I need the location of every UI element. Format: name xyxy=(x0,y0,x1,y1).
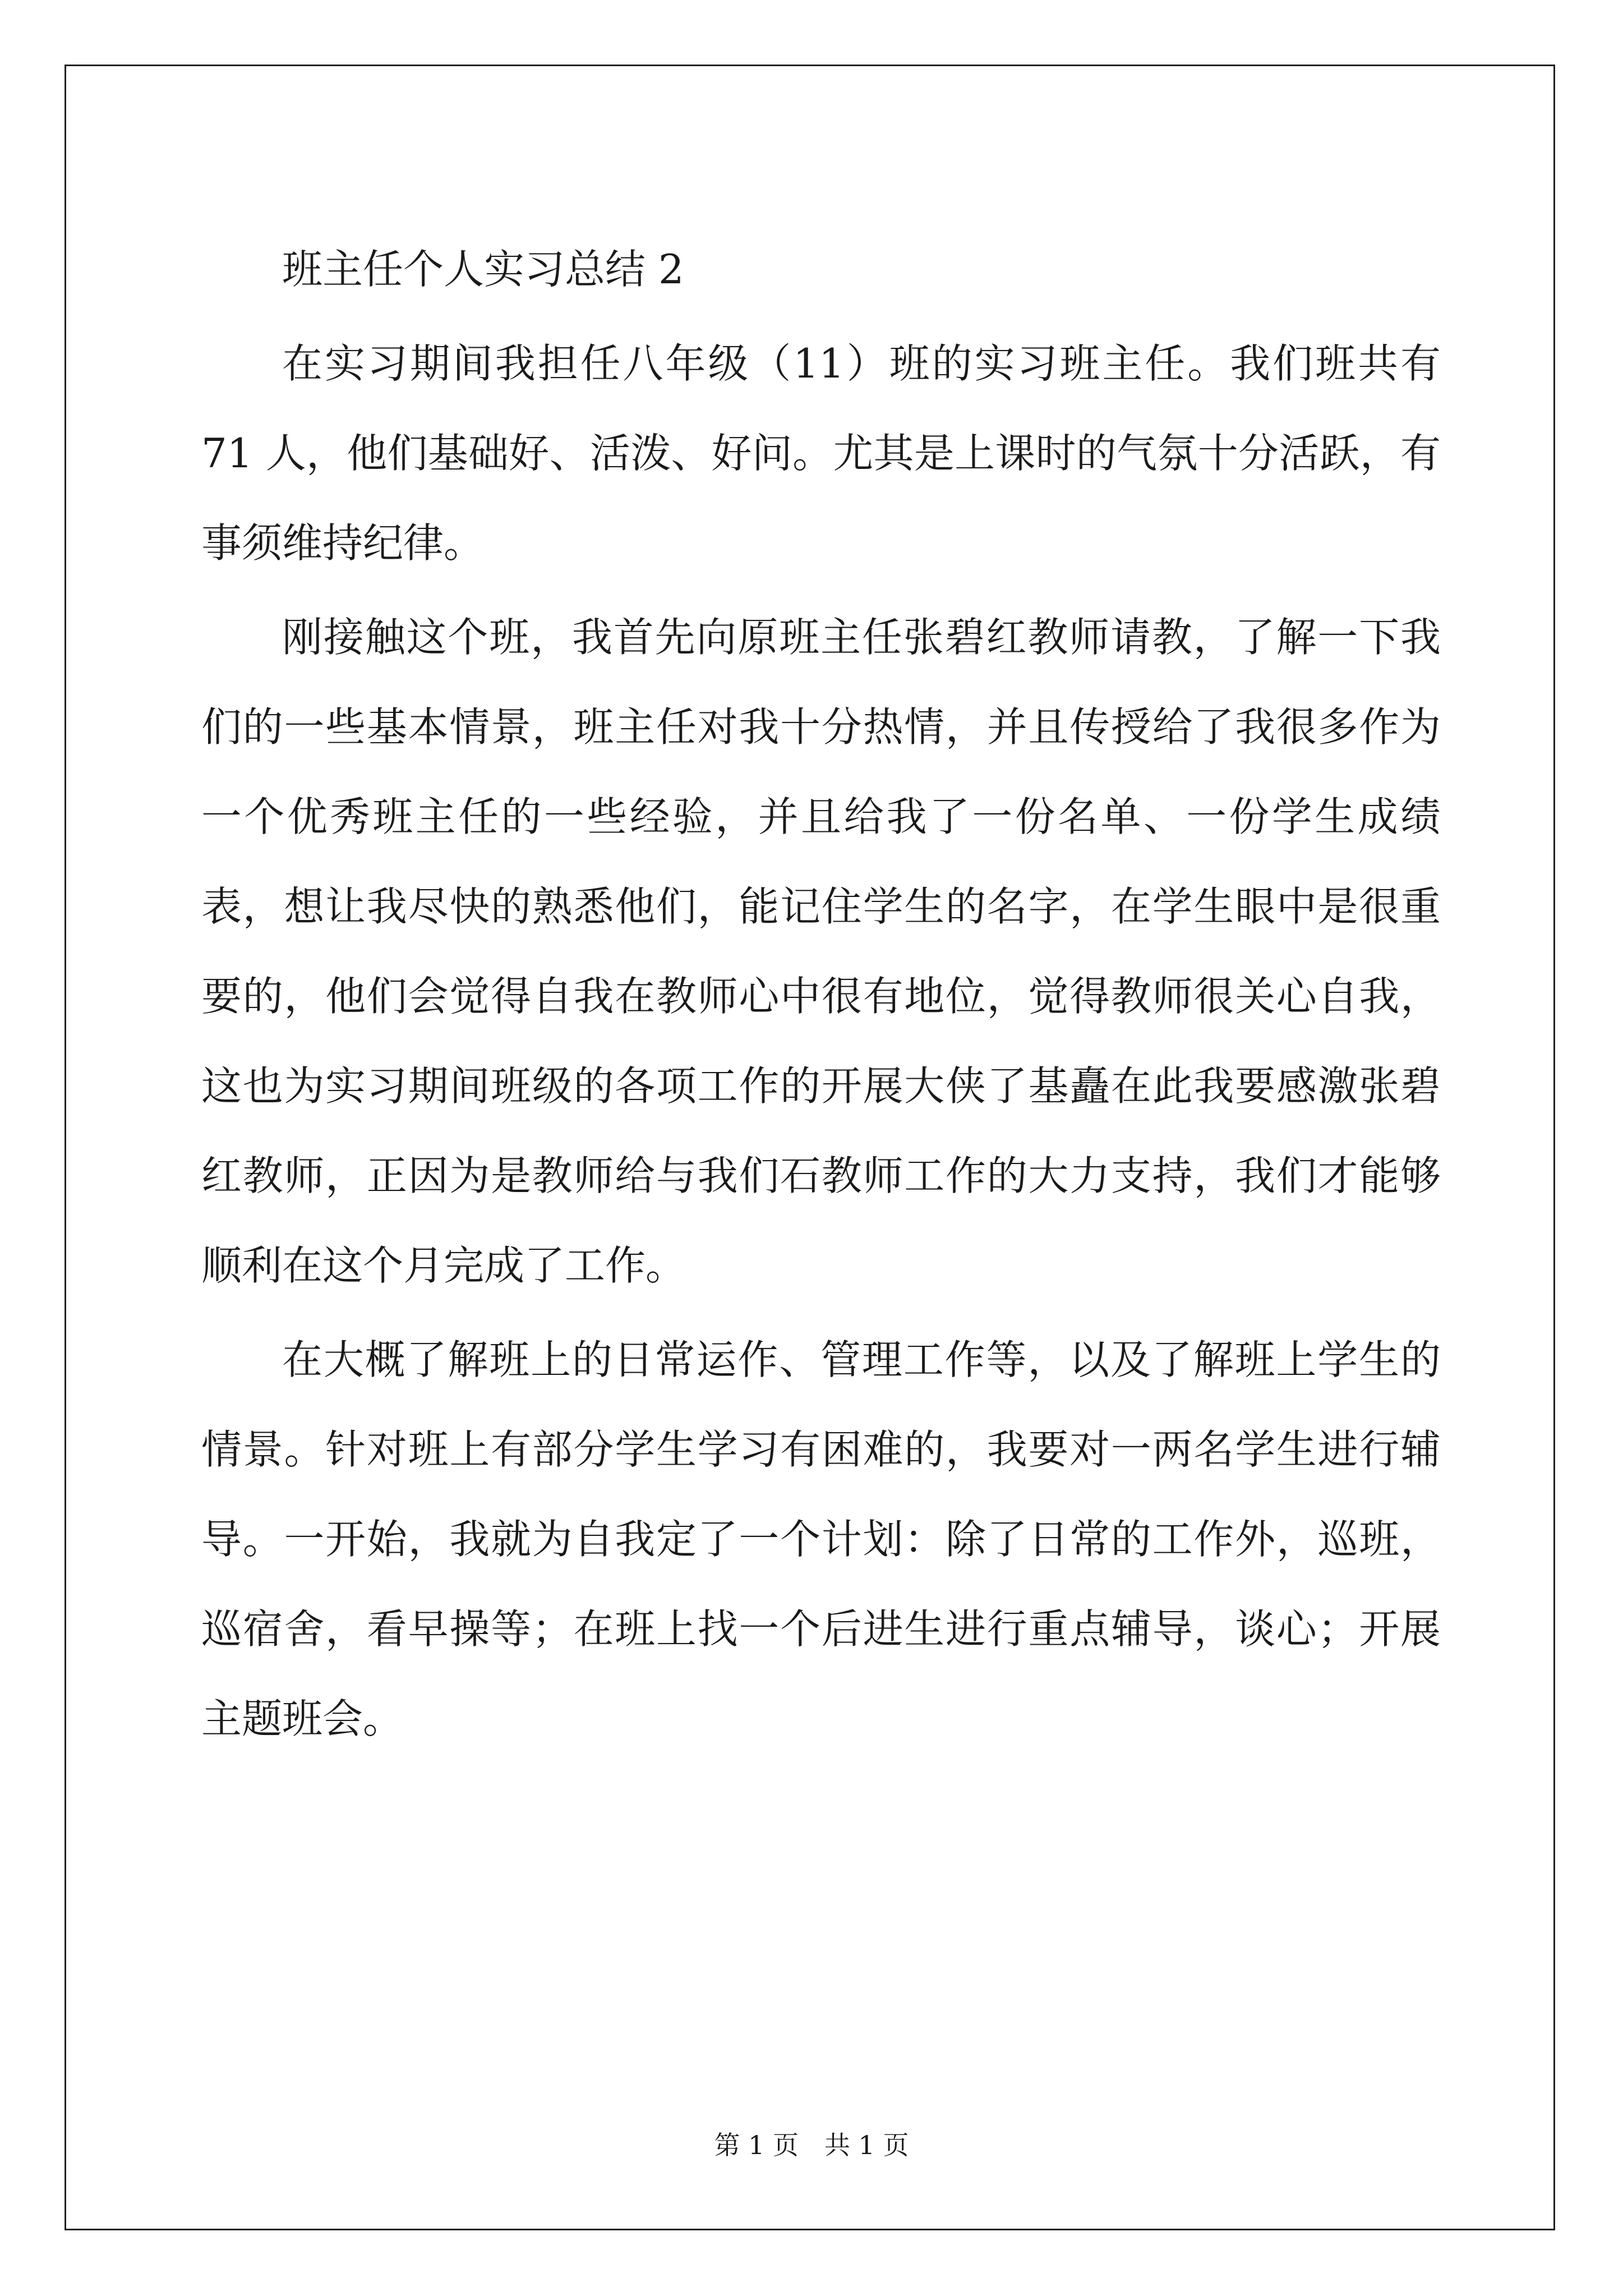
page-footer xyxy=(0,2125,1623,2162)
paragraph-1: 在实习期间我担任八年级（11）班的实习班主任。我们班共有 71 人，他们基础好、活泼、好问。尤其是上课时的气氛十分活跃，有事须维持纪律。 xyxy=(201,340,1441,567)
paragraph-2: 刚接触这个班，我首先向原班主任张碧红教师请教，了解一下我们的一些基本情景，班主任对我十分热情，并且传授给了我很多作为一个优秀班主任的一些经验，并且给我了一份名单、一份学生成绩表，想让我尽快的熟悉他们，能记住学生的名字，在学生眼中是很重要的，他们会觉得自我在教师心中很有地位，觉得教师很关心自我，这也为实习期间班级的各项工作的开展大侠了基矗在此我要感激张碧红教师，正因为是教师给与我们石教师工作的大力支持，我们才能够顺利在这个月完成了工作。 xyxy=(201,614,1441,1289)
document-body xyxy=(201,224,1441,1768)
document-title: 班主任个人实习总结 2 xyxy=(282,246,684,293)
page-total: 共 1 页 xyxy=(824,2130,909,2160)
page-number: 第 1 页 xyxy=(714,2130,799,2160)
paragraph-3: 在大概了解班上的日常运作、管理工作等，以及了解班上学生的情景。针对班上有部分学生学习有困难的，我要对一两名学生进行辅导。一开始，我就为自我定了一个计划：除了日常的工作外，巡班，巡宿舍，看早操等；在班上找一个后进生进行重点辅导，谈心；开展主题班会。 xyxy=(201,1336,1441,1742)
